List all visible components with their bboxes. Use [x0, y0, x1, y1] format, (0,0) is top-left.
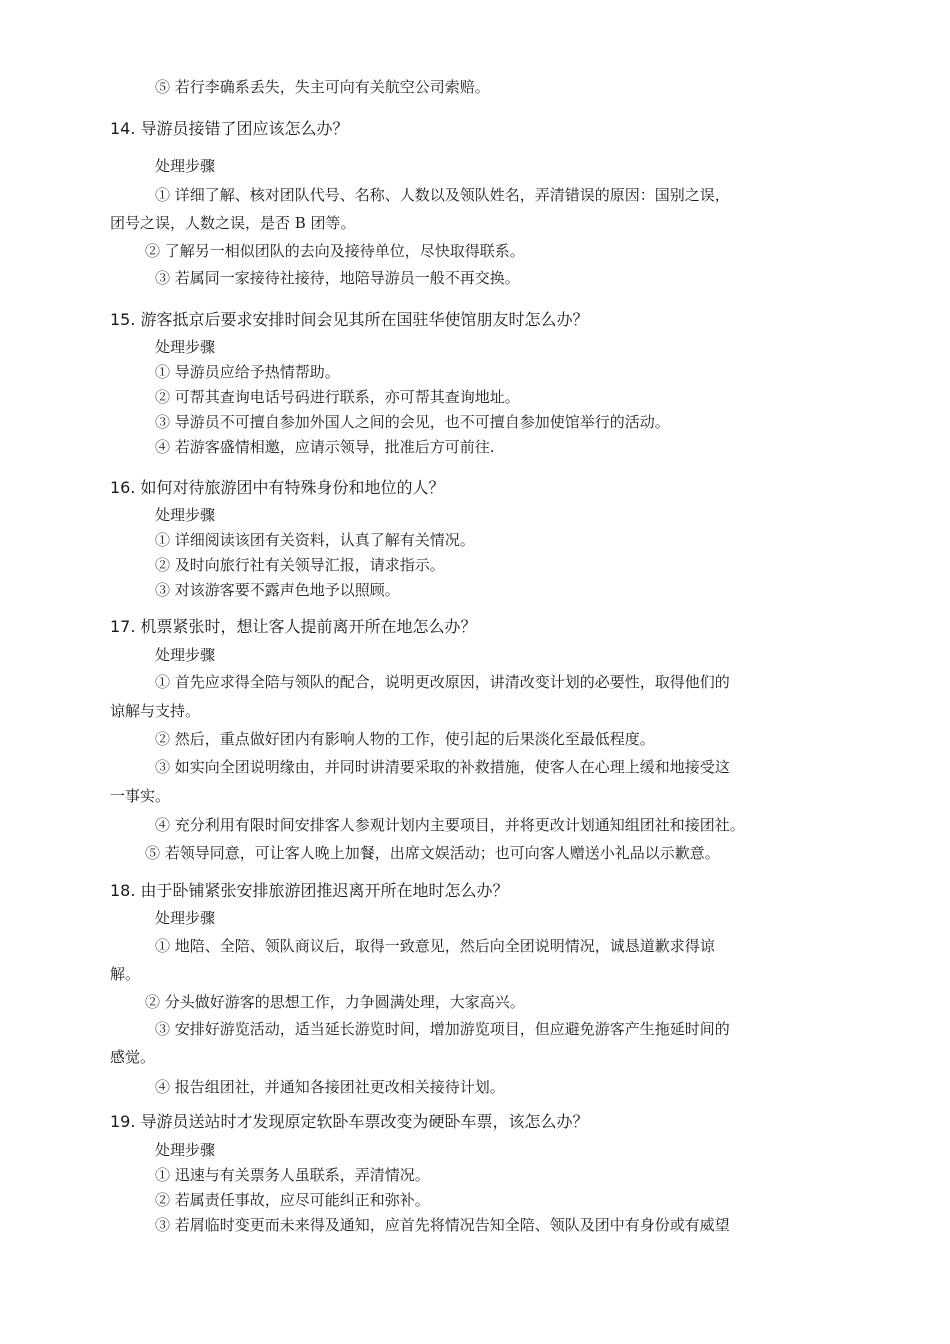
question-text: 机票紧张时，想让客人提前离开所在地怎么办？: [140, 617, 477, 636]
q17-step-4: ④ 充分利用有限时间安排客人参观计划内主要项目，并将更改计划通知组团社和接团社。: [155, 816, 745, 834]
q18-step-1-line-1: ① 地陪、全陪、领队商议后，取得一致意见，然后向全团说明情况，诚恳道歉求得谅: [155, 937, 715, 955]
q17-step-3-line-1: ③ 如实向全团说明缘由，并同时讲清要采取的补救措施，使客人在心理上缓和地接受这: [155, 758, 730, 776]
question-15: [110, 309, 589, 331]
steps-label: 处理步骤: [155, 506, 216, 524]
q17-step-2: ② 然后，重点做好团内有影响人物的工作，使引起的后果淡化至最低程度。: [155, 730, 655, 748]
q18-step-3-line-2: 感觉。: [110, 1048, 156, 1066]
q18-step-4: ④ 报告组团社，并通知各接团社更改相关接待计划。: [155, 1078, 505, 1096]
q18-step-2: ② 分头做好游客的思想工作，力争圆满处理，大家高兴。: [145, 993, 525, 1011]
question-text: 如何对待旅游团中有特殊身份和地位的人？: [140, 478, 445, 497]
question-18: [110, 880, 509, 902]
q19-step-2: ② 若属责任事故，应尽可能纠正和弥补。: [155, 1191, 430, 1209]
q19-step-3: ③ 若屑临时变更而未来得及通知，应首先将情况告知全陪、领队及团中有身份或有威望: [155, 1216, 730, 1234]
q16-step-2: ② 及时向旅行社有关领导汇报，请求指示。: [155, 556, 445, 574]
question-text: 由于卧铺紧张安排旅游团推迟离开所在地时怎么办？: [140, 881, 509, 900]
q17-step-1-line-1: ① 首先应求得全陪与领队的配合，说明更改原因，讲清改变计划的必要性，取得他们的: [155, 673, 730, 691]
q15-step-1: ① 导游员应给予热情帮助。: [155, 363, 340, 381]
q14-step-1-line-1: ① 详细了解、核对团队代号、名称、人数以及领队姓名，弄清错误的原因：国别之误，: [155, 186, 730, 204]
q17-step-3-line-2: 一事实。: [110, 787, 171, 805]
question-number: 19.: [110, 1112, 136, 1131]
question-17: [110, 616, 477, 638]
question-number: 14.: [110, 119, 136, 138]
q14-step-2: ② 了解另一相似团队的去向及接待单位，尽快取得联系。: [145, 242, 525, 260]
q14-step-3: ③ 若属同一家接待社接待，地陪导游员一般不再交换。: [155, 269, 520, 287]
q16-step-1: ① 详细阅读该团有关资料，认真了解有关情况。: [155, 531, 475, 549]
steps-label: 处理步骤: [155, 157, 216, 175]
q15-step-2: ② 可帮其查询电话号码进行联系，亦可帮其查询地址。: [155, 388, 520, 406]
q15-step-3: ③ 导游员不可擅自参加外国人之间的会见，也不可擅自参加使馆举行的活动。: [155, 413, 670, 431]
q18-step-3-line-1: ③ 安排好游览活动，适当延长游览时间，增加游览项目，但应避免游客产生拖延时间的: [155, 1020, 730, 1038]
q17-step-5: ⑤ 若领导同意，可让客人晚上加餐，出席文娱活动；也可向客人赠送小礼品以示歉意。: [145, 844, 720, 862]
steps-label: 处理步骤: [155, 909, 216, 927]
question-number: 18.: [110, 881, 136, 900]
question-number: 15.: [110, 310, 136, 329]
question-number: 16.: [110, 478, 136, 497]
q19-step-1: ① 迅速与有关票务人虽联系，弄清情况。: [155, 1166, 430, 1184]
question-text: 导游员接错了团应该怎么办？: [140, 119, 349, 138]
question-text: 游客抵京后要求安排时间会见其所在国驻华使馆朋友时怎么办？: [140, 310, 589, 329]
steps-label: 处理步骤: [155, 338, 216, 356]
intro-item-5: ⑤ 若行李确系丢失，失主可向有关航空公司索赔。: [155, 78, 490, 96]
steps-label: 处理步骤: [155, 646, 216, 664]
q18-step-1-line-2: 解。: [110, 965, 141, 983]
q14-step-1-line-2: 团号之误，人数之误，是否 B 团等。: [110, 214, 356, 232]
q15-step-4: ④ 若游客盛情相邀，应请示领导，批准后方可前往.: [155, 438, 495, 456]
q17-step-1-line-2: 谅解与支持。: [110, 702, 201, 720]
question-19: [110, 1111, 589, 1133]
question-text: 导游员送站时才发现原定软卧车票改变为硬卧车票，该怎么办？: [140, 1112, 589, 1131]
steps-label: 处理步骤: [155, 1141, 216, 1159]
question-number: 17.: [110, 617, 136, 636]
q16-step-3: ③ 对该游客要不露声色地予以照顾。: [155, 581, 400, 599]
question-16: [110, 477, 445, 499]
question-14: [110, 118, 349, 140]
